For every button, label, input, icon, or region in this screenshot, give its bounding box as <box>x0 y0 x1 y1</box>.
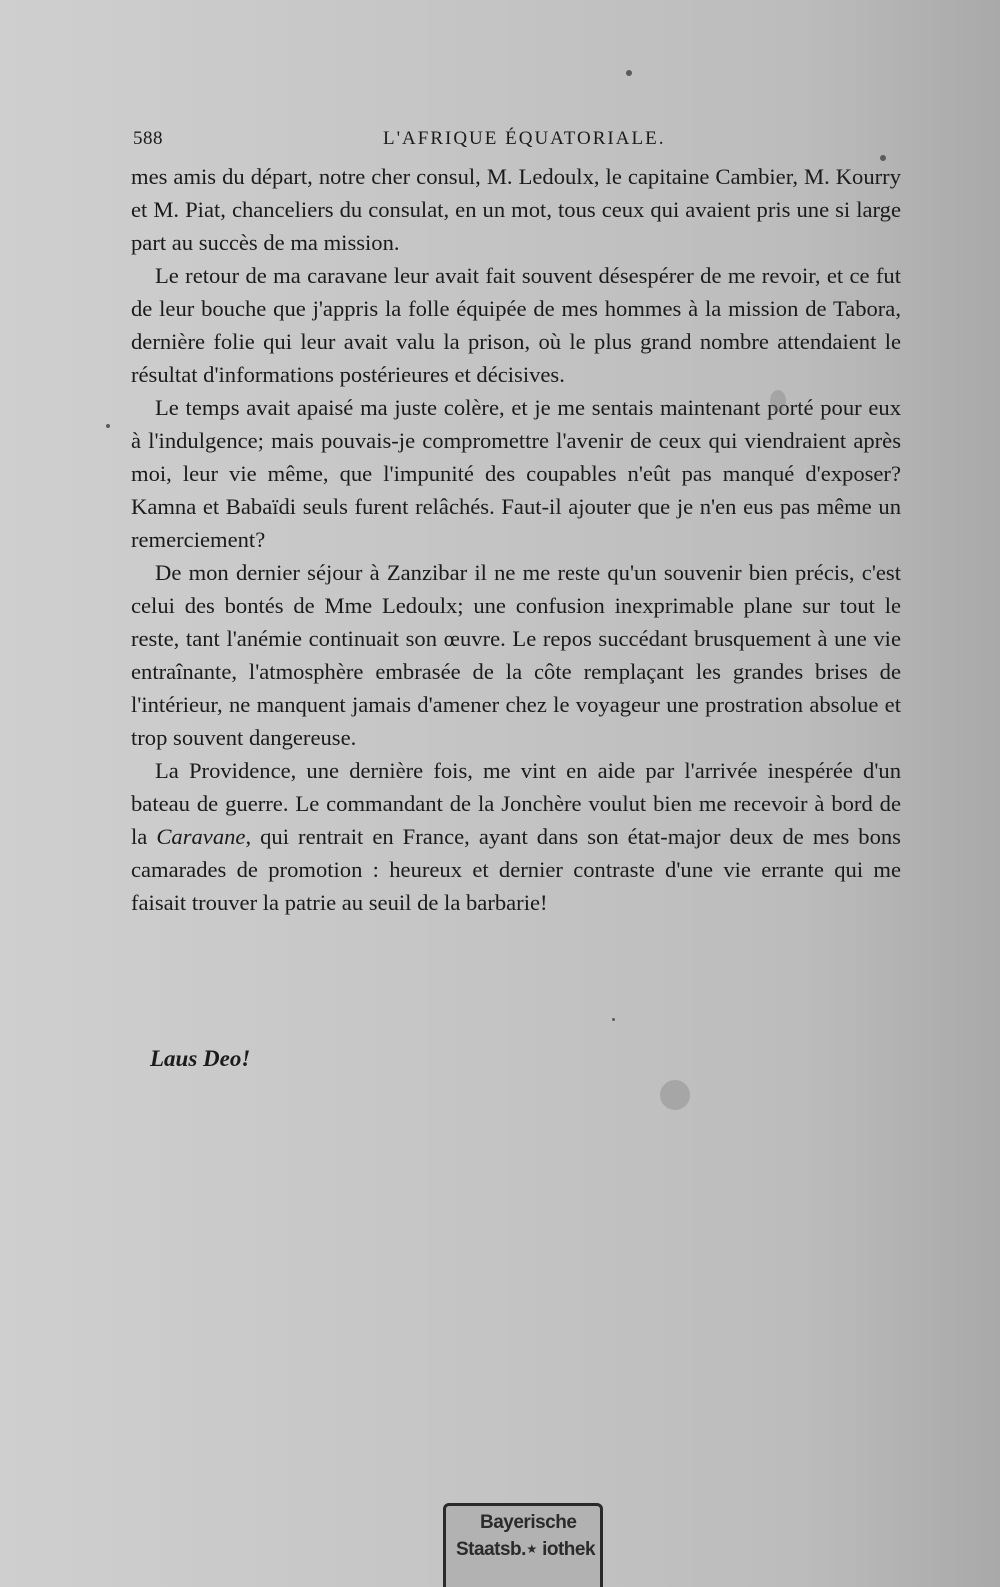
body-text <box>131 160 901 919</box>
page-number: 588 <box>133 128 163 149</box>
library-stamp <box>443 1503 603 1587</box>
paper-blot <box>770 390 786 412</box>
closing-phrase: Laus Deo! <box>150 1046 251 1071</box>
paragraph-2: Le retour de ma caravane leur avait fait souvent désespérer de me revoir, et ce fut de leur bouche que j'appris la folle équipée de mes hommes à la mission de Tabora, dernière folie qui leur avait valu la prison, où le plus grand nombre attendaient le résultat d'informations postérieures et décisives. <box>131 263 901 387</box>
stamp-line-2: Staatsb.⋆ iothek <box>456 1539 596 1560</box>
ink-speck <box>106 424 110 428</box>
stamp-line-1: Bayerische <box>480 1512 577 1533</box>
paragraph-5-text-after: , qui rentrait en France, ayant dans son état-major deux de mes bons camarades de promotion : heureux et dernier contraste d'une vie errante qui me faisait trouver la patrie au seuil de la barbarie! <box>131 824 901 915</box>
paper-blot <box>660 1080 690 1110</box>
ink-speck <box>612 1018 615 1021</box>
ink-speck <box>880 155 886 161</box>
running-title: L'AFRIQUE ÉQUATORIALE. <box>383 128 666 149</box>
ink-speck <box>626 70 632 76</box>
page-header <box>133 128 898 158</box>
paragraph-5 <box>131 754 901 919</box>
ship-name: Caravane <box>156 824 246 849</box>
paragraph-5-text-before: La Providence, une dernière fois, me vint en aide par l'arrivée inespérée d'un bateau de guerre. Le commandant de la Jonchère voulut bien me recevoir à bord de la <box>131 758 901 849</box>
paragraph-3: Le temps avait apaisé ma juste colère, et je me sentais maintenant porté pour eux à l'indulgence; mais pouvais-je compromettre l'avenir de ceux qui viendraient après moi, leur vie même, que l'impunité des coupables n'eût pas manqué d'exposer? Kamna et Babaïdi seuls furent relâchés. Faut-il ajouter que je n'en eus pas même un remerciement? <box>131 395 901 552</box>
paragraph-4: De mon dernier séjour à Zanzibar il ne me reste qu'un souvenir bien précis, c'est celui des bontés de Mme Ledoulx; une confusion inexprimable plane sur tout le reste, tant l'anémie continuait son œuvre. Le repos succédant brusquement à une vie entraînante, l'atmosphère embrasée de la côte remplaçant les grandes brises de l'intérieur, ne manquent jamais d'amener chez le voyageur une prostration absolue et trop souvent dangereuse. <box>131 560 901 750</box>
paragraph-1: mes amis du départ, notre cher consul, M. Ledoulx, le capitaine Cambier, M. Kourry et M. Piat, chanceliers du consulat, en un mot, tous ceux qui avaient pris une si large part au succès de ma mission. <box>131 164 901 255</box>
